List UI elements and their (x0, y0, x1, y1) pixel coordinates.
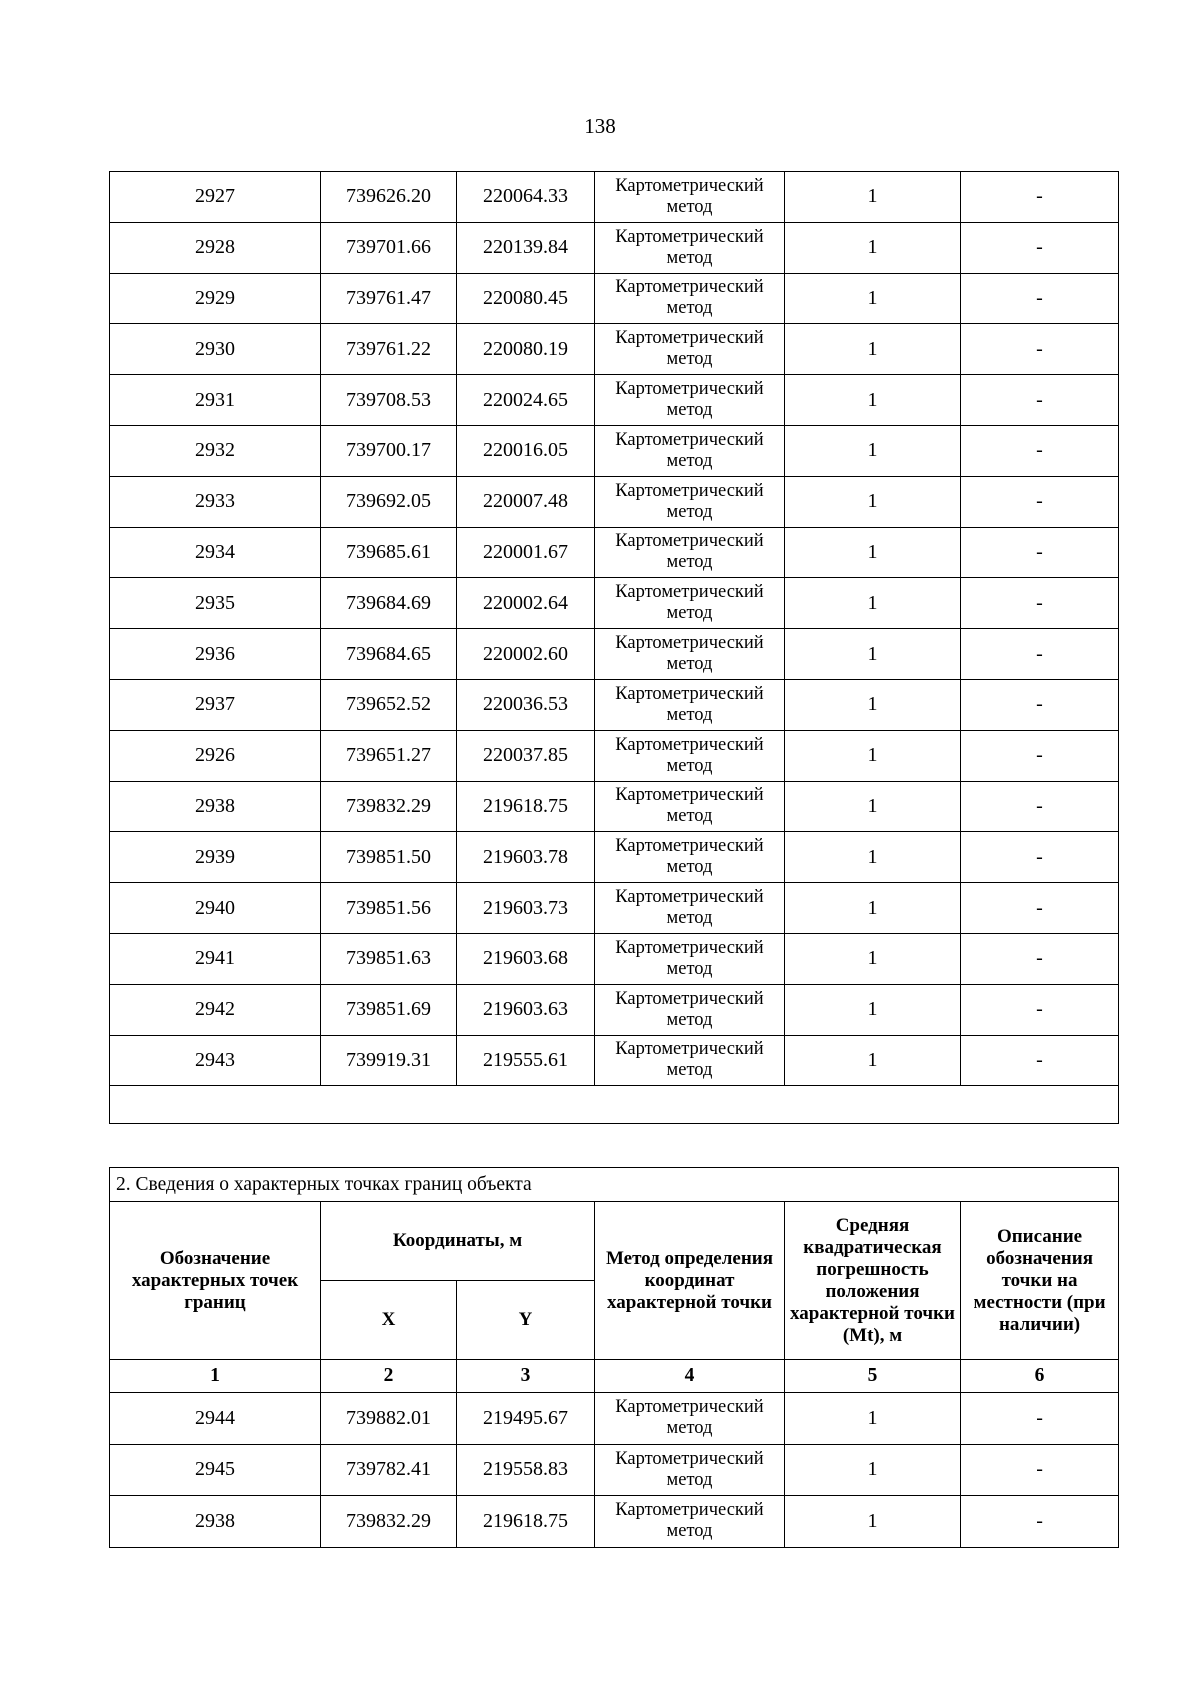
method-line-1: Картометрический (615, 988, 764, 1009)
point-id-cell: 2935 (110, 578, 321, 629)
description-cell: - (961, 1496, 1119, 1548)
description-cell: - (961, 629, 1119, 680)
point-id-cell: 2931 (110, 375, 321, 426)
method-line-2: метод (666, 501, 713, 522)
error-cell: 1 (785, 476, 961, 527)
y-coordinate-cell: 220139.84 (457, 222, 595, 273)
method-cell (595, 172, 785, 223)
table1-body (110, 172, 1119, 1124)
method-cell (595, 984, 785, 1035)
method-line-2: метод (666, 349, 713, 370)
description-cell: - (961, 1035, 1119, 1086)
table-row (110, 527, 1119, 578)
column-number: 1 (110, 1360, 321, 1393)
method-line-1: Картометрический (615, 937, 764, 958)
table-row (110, 629, 1119, 680)
method-line-2: метод (666, 1060, 713, 1081)
method-cell (595, 933, 785, 984)
description-cell: - (961, 425, 1119, 476)
description-cell: - (961, 273, 1119, 324)
y-coordinate-cell: 219495.67 (457, 1393, 595, 1445)
method-line-1: Картометрический (615, 277, 764, 298)
y-coordinate-cell: 220080.19 (457, 324, 595, 375)
method-cell (595, 679, 785, 730)
x-coordinate-cell: 739882.01 (321, 1393, 457, 1445)
table-row (110, 883, 1119, 934)
point-id-cell: 2937 (110, 679, 321, 730)
method-cell (595, 1496, 785, 1548)
method-line-2: метод (666, 704, 713, 725)
x-coordinate-cell: 739832.29 (321, 781, 457, 832)
description-cell: - (961, 1444, 1119, 1496)
page-number: 138 (584, 114, 616, 138)
method-line-1: Картометрический (615, 582, 764, 603)
point-id-cell: 2938 (110, 1496, 321, 1548)
header-error: Средняя квадратическая погрешность положения характерной точки (Mt), м (785, 1202, 961, 1360)
method-cell (595, 476, 785, 527)
method-cell (595, 578, 785, 629)
table-row (110, 476, 1119, 527)
method-line-2: метод (666, 196, 713, 217)
method-cell (595, 527, 785, 578)
point-id-cell: 2939 (110, 832, 321, 883)
method-cell (595, 324, 785, 375)
table-row (110, 222, 1119, 273)
point-id-cell: 2929 (110, 273, 321, 324)
point-id-cell: 2943 (110, 1035, 321, 1086)
error-cell: 1 (785, 578, 961, 629)
point-id-cell: 2932 (110, 425, 321, 476)
x-coordinate-cell: 739708.53 (321, 375, 457, 426)
description-cell: - (961, 527, 1119, 578)
column-number: 2 (321, 1360, 457, 1393)
error-cell: 1 (785, 375, 961, 426)
table-row (110, 933, 1119, 984)
x-coordinate-cell: 739851.50 (321, 832, 457, 883)
x-coordinate-cell: 739761.22 (321, 324, 457, 375)
method-line-2: метод (666, 1521, 713, 1542)
table2-body (110, 1393, 1119, 1548)
error-cell: 1 (785, 172, 961, 223)
method-cell (595, 730, 785, 781)
error-cell: 1 (785, 527, 961, 578)
table-row (110, 730, 1119, 781)
x-coordinate-cell: 739701.66 (321, 222, 457, 273)
method-cell (595, 1393, 785, 1445)
x-coordinate-cell: 739684.69 (321, 578, 457, 629)
x-coordinate-cell: 739782.41 (321, 1444, 457, 1496)
y-coordinate-cell: 220001.67 (457, 527, 595, 578)
section-title: 2. Сведения о характерных точках границ объекта (110, 1168, 1119, 1202)
error-cell: 1 (785, 933, 961, 984)
table-row (110, 324, 1119, 375)
point-id-cell: 2944 (110, 1393, 321, 1445)
description-cell: - (961, 730, 1119, 781)
method-line-1: Картометрический (615, 633, 764, 654)
method-cell (595, 273, 785, 324)
x-coordinate-cell: 739684.65 (321, 629, 457, 680)
x-coordinate-cell: 739919.31 (321, 1035, 457, 1086)
table-row (110, 425, 1119, 476)
table-row (110, 273, 1119, 324)
column-number: 3 (457, 1360, 595, 1393)
method-cell (595, 781, 785, 832)
header-coordinates: Координаты, м (321, 1202, 595, 1281)
method-cell (595, 629, 785, 680)
x-coordinate-cell: 739832.29 (321, 1496, 457, 1548)
point-id-cell: 2928 (110, 222, 321, 273)
empty-row (110, 1086, 1119, 1124)
method-line-2: метод (666, 552, 713, 573)
method-line-1: Картометрический (615, 1397, 764, 1418)
description-cell: - (961, 883, 1119, 934)
error-cell: 1 (785, 324, 961, 375)
method-line-1: Картометрический (615, 328, 764, 349)
method-cell (595, 883, 785, 934)
method-line-2: метод (666, 1469, 713, 1490)
method-line-1: Картометрический (615, 836, 764, 857)
method-cell (595, 222, 785, 273)
boundary-points-table (109, 1167, 1119, 1548)
description-cell: - (961, 933, 1119, 984)
table-row (110, 679, 1119, 730)
x-coordinate-cell: 739685.61 (321, 527, 457, 578)
error-cell: 1 (785, 679, 961, 730)
table-row (110, 1496, 1119, 1548)
method-line-1: Картометрический (615, 785, 764, 806)
description-cell: - (961, 476, 1119, 527)
point-id-cell: 2941 (110, 933, 321, 984)
x-coordinate-cell: 739851.69 (321, 984, 457, 1035)
method-line-2: метод (666, 603, 713, 624)
method-cell (595, 1444, 785, 1496)
y-coordinate-cell: 220024.65 (457, 375, 595, 426)
y-coordinate-cell: 220064.33 (457, 172, 595, 223)
x-coordinate-cell: 739761.47 (321, 273, 457, 324)
description-cell: - (961, 324, 1119, 375)
column-number: 6 (961, 1360, 1119, 1393)
table-row (110, 578, 1119, 629)
y-coordinate-cell: 219555.61 (457, 1035, 595, 1086)
description-cell: - (961, 781, 1119, 832)
x-coordinate-cell: 739651.27 (321, 730, 457, 781)
error-cell: 1 (785, 273, 961, 324)
description-cell: - (961, 1393, 1119, 1445)
point-id-cell: 2930 (110, 324, 321, 375)
description-cell: - (961, 578, 1119, 629)
method-line-1: Картометрический (615, 480, 764, 501)
point-id-cell: 2934 (110, 527, 321, 578)
error-cell: 1 (785, 730, 961, 781)
x-coordinate-cell: 739851.63 (321, 933, 457, 984)
error-cell: 1 (785, 883, 961, 934)
point-id-cell: 2942 (110, 984, 321, 1035)
method-line-2: метод (666, 958, 713, 979)
method-line-1: Картометрический (615, 226, 764, 247)
description-cell: - (961, 832, 1119, 883)
header-method: Метод определения координат характерной точки (595, 1202, 785, 1360)
error-cell: 1 (785, 425, 961, 476)
empty-cell (110, 1086, 1119, 1124)
y-coordinate-cell: 220007.48 (457, 476, 595, 527)
point-id-cell: 2926 (110, 730, 321, 781)
method-line-1: Картометрический (615, 1039, 764, 1060)
error-cell: 1 (785, 1393, 961, 1445)
y-coordinate-cell: 219603.63 (457, 984, 595, 1035)
y-coordinate-cell: 219618.75 (457, 781, 595, 832)
x-coordinate-cell: 739851.56 (321, 883, 457, 934)
method-line-1: Картометрический (615, 175, 764, 196)
error-cell: 1 (785, 629, 961, 680)
method-cell (595, 425, 785, 476)
y-coordinate-cell: 220002.60 (457, 629, 595, 680)
x-coordinate-cell: 739700.17 (321, 425, 457, 476)
method-line-2: метод (666, 908, 713, 929)
method-line-1: Картометрический (615, 531, 764, 552)
description-cell: - (961, 222, 1119, 273)
point-id-cell: 2936 (110, 629, 321, 680)
y-coordinate-cell: 220036.53 (457, 679, 595, 730)
table-row (110, 781, 1119, 832)
table-row (110, 1035, 1119, 1086)
description-cell: - (961, 984, 1119, 1035)
point-id-cell: 2940 (110, 883, 321, 934)
y-coordinate-cell: 219603.68 (457, 933, 595, 984)
x-coordinate-cell: 739652.52 (321, 679, 457, 730)
error-cell: 1 (785, 984, 961, 1035)
method-line-2: метод (666, 806, 713, 827)
point-id-cell: 2938 (110, 781, 321, 832)
y-coordinate-cell: 219603.78 (457, 832, 595, 883)
method-line-1: Картометрический (615, 1500, 764, 1521)
method-cell (595, 375, 785, 426)
method-line-2: метод (666, 247, 713, 268)
error-cell: 1 (785, 1496, 961, 1548)
error-cell: 1 (785, 781, 961, 832)
description-cell: - (961, 679, 1119, 730)
description-cell: - (961, 375, 1119, 426)
description-cell: - (961, 172, 1119, 223)
x-coordinate-cell: 739692.05 (321, 476, 457, 527)
x-coordinate-cell: 739626.20 (321, 172, 457, 223)
table-row (110, 832, 1119, 883)
method-line-2: метод (666, 755, 713, 776)
method-line-2: метод (666, 298, 713, 319)
header-y: Y (457, 1281, 595, 1360)
method-line-2: метод (666, 450, 713, 471)
method-line-2: метод (666, 654, 713, 675)
y-coordinate-cell: 219618.75 (457, 1496, 595, 1548)
error-cell: 1 (785, 1035, 961, 1086)
column-number: 5 (785, 1360, 961, 1393)
y-coordinate-cell: 219558.83 (457, 1444, 595, 1496)
y-coordinate-cell: 220002.64 (457, 578, 595, 629)
header-point-designation: Обозначение характерных точек границ (110, 1202, 321, 1360)
point-id-cell: 2945 (110, 1444, 321, 1496)
error-cell: 1 (785, 1444, 961, 1496)
table-row (110, 1444, 1119, 1496)
column-number: 4 (595, 1360, 785, 1393)
method-line-1: Картометрический (615, 887, 764, 908)
method-line-2: метод (666, 1418, 713, 1439)
y-coordinate-cell: 219603.73 (457, 883, 595, 934)
header-x: X (321, 1281, 457, 1360)
table-row (110, 172, 1119, 223)
method-line-1: Картометрический (615, 1448, 764, 1469)
method-line-1: Картометрический (615, 734, 764, 755)
coordinates-table-continued (109, 171, 1119, 1124)
error-cell: 1 (785, 832, 961, 883)
method-cell (595, 832, 785, 883)
method-line-2: метод (666, 400, 713, 421)
table-row (110, 375, 1119, 426)
method-line-2: метод (666, 857, 713, 878)
point-id-cell: 2933 (110, 476, 321, 527)
error-cell: 1 (785, 222, 961, 273)
method-cell (595, 1035, 785, 1086)
method-line-1: Картометрический (615, 429, 764, 450)
point-id-cell: 2927 (110, 172, 321, 223)
header-description: Описание обозначения точки на местности (при наличии) (961, 1202, 1119, 1360)
table-row (110, 1393, 1119, 1445)
y-coordinate-cell: 220080.45 (457, 273, 595, 324)
y-coordinate-cell: 220037.85 (457, 730, 595, 781)
method-line-2: метод (666, 1009, 713, 1030)
method-line-1: Картометрический (615, 683, 764, 704)
table-row (110, 984, 1119, 1035)
y-coordinate-cell: 220016.05 (457, 425, 595, 476)
method-line-1: Картометрический (615, 379, 764, 400)
